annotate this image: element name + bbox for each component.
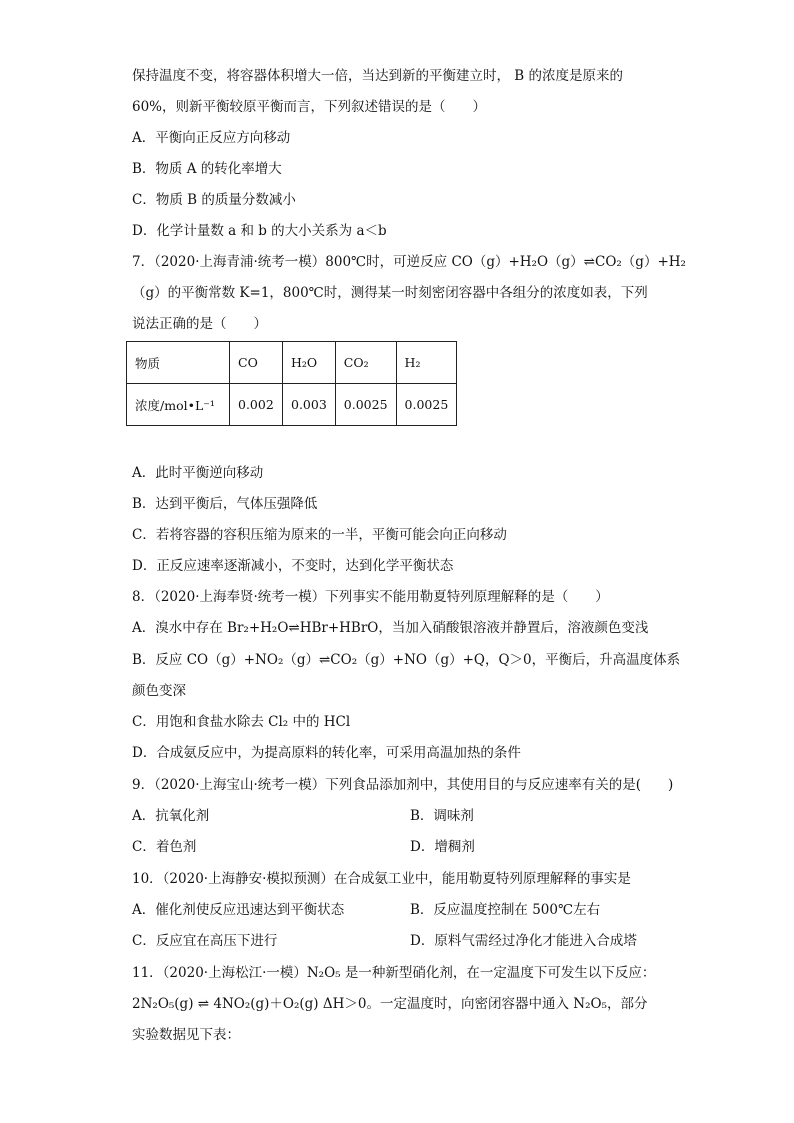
table-cell: CO xyxy=(230,342,283,384)
concentration-table xyxy=(126,341,457,426)
option-a: A．平衡向正反应方向移动 xyxy=(132,130,291,146)
option-b: B．调味剂 xyxy=(410,808,474,824)
table-cell: 0.0025 xyxy=(335,384,396,426)
option-a: A．抗氧化剂 xyxy=(132,808,210,824)
option-b-continued: 颜色变深 xyxy=(132,683,186,699)
question-8-stem: 8．（2020·上海奉贤·统考一模）下列事实不能用勒夏特列原理解释的是（ ） xyxy=(132,589,609,605)
table-cell: 0.0025 xyxy=(396,384,457,426)
option-b: B．反应 CO（g）+NO₂（g）⇌CO₂（g）+NO（g）+Q，Q＞0，平衡后，升高温度体系 xyxy=(132,652,681,668)
option-c: C．物质 B 的质量分数减小 xyxy=(132,192,296,208)
table-cell: H₂ xyxy=(396,342,457,384)
option-c: C．着色剂 xyxy=(132,839,197,855)
option-c: C．反应宜在高压下进行 xyxy=(132,933,278,949)
option-c: C．若将容器的容积压缩为原来的一半，平衡可能会向正向移动 xyxy=(132,527,507,543)
option-a: A．溴水中存在 Br₂+H₂O⇌HBr+HBrO，当加入硝酸银溶液并静置后，溶液颜色变浅 xyxy=(132,620,649,636)
option-b: B．反应温度控制在 500℃左右 xyxy=(410,902,601,918)
option-d: D．增稠剂 xyxy=(410,839,475,855)
option-b: B．达到平衡后，气体压强降低 xyxy=(132,496,318,512)
table-cell: 0.002 xyxy=(230,384,283,426)
option-d: D．化学计量数 a 和 b 的大小关系为 a＜b xyxy=(132,223,387,239)
option-d: D．原料气需经过净化才能进入合成塔 xyxy=(410,933,637,949)
question-7-stem: 说法正确的是（ ） xyxy=(132,316,267,332)
question-11-stem: 11．（2020·上海松江·一模）N₂O₅ 是一种新型硝化剂，在一定温度下可发生以下反应： xyxy=(132,965,656,981)
text-line: 60%，则新平衡较原平衡而言，下列叙述错误的是（ ） xyxy=(132,99,487,115)
table-cell: H₂O xyxy=(283,342,336,384)
question-11-stem: 实验数据见下表： xyxy=(132,1027,240,1043)
option-a: A．催化剂使反应迅速达到平衡状态 xyxy=(132,902,345,918)
question-11-stem: 2N₂O₅(g) ⇌ 4NO₂(g)＋O₂(g) ΔH＞0。一定温度时，向密闭容器中通入 N₂O₅，部分 xyxy=(132,996,648,1012)
table-row xyxy=(127,342,457,384)
table-cell: 物质 xyxy=(127,342,230,384)
question-7-stem: 7．（2020·上海青浦·统考一模）800℃时，可逆反应 CO（g）+H₂O（g）⇌CO₂（g）+H₂ xyxy=(132,254,686,270)
question-9-stem: 9．（2020·上海宝山·统考一模）下列食品添加剂中，其使用目的与反应速率有关的是( ) xyxy=(132,777,674,793)
option-d: D．合成氨反应中，为提高原料的转化率，可采用高温加热的条件 xyxy=(132,745,521,761)
question-10-stem: 10．（2020·上海静安·模拟预测）在合成氨工业中，能用勒夏特列原理解释的事实是 xyxy=(132,871,631,887)
option-c: C．用饱和食盐水除去 Cl₂ 中的 HCl xyxy=(132,714,351,730)
table-row xyxy=(127,384,457,426)
option-d: D．正反应速率逐渐减小，不变时，达到化学平衡状态 xyxy=(132,558,454,574)
option-a: A．此时平衡逆向移动 xyxy=(132,465,264,481)
question-7-stem: （g）的平衡常数 K=1，800℃时，测得某一时刻密闭容器中各组分的浓度如表，下列 xyxy=(132,285,648,301)
table-cell: CO₂ xyxy=(335,342,396,384)
text-line: 保持温度不变，将容器体积增大一倍，当达到新的平衡建立时， B 的浓度是原来的 xyxy=(132,68,624,84)
table-cell: 浓度/mol•L⁻¹ xyxy=(127,384,230,426)
option-b: B．物质 A 的转化率增大 xyxy=(132,161,282,177)
table-cell: 0.003 xyxy=(283,384,336,426)
